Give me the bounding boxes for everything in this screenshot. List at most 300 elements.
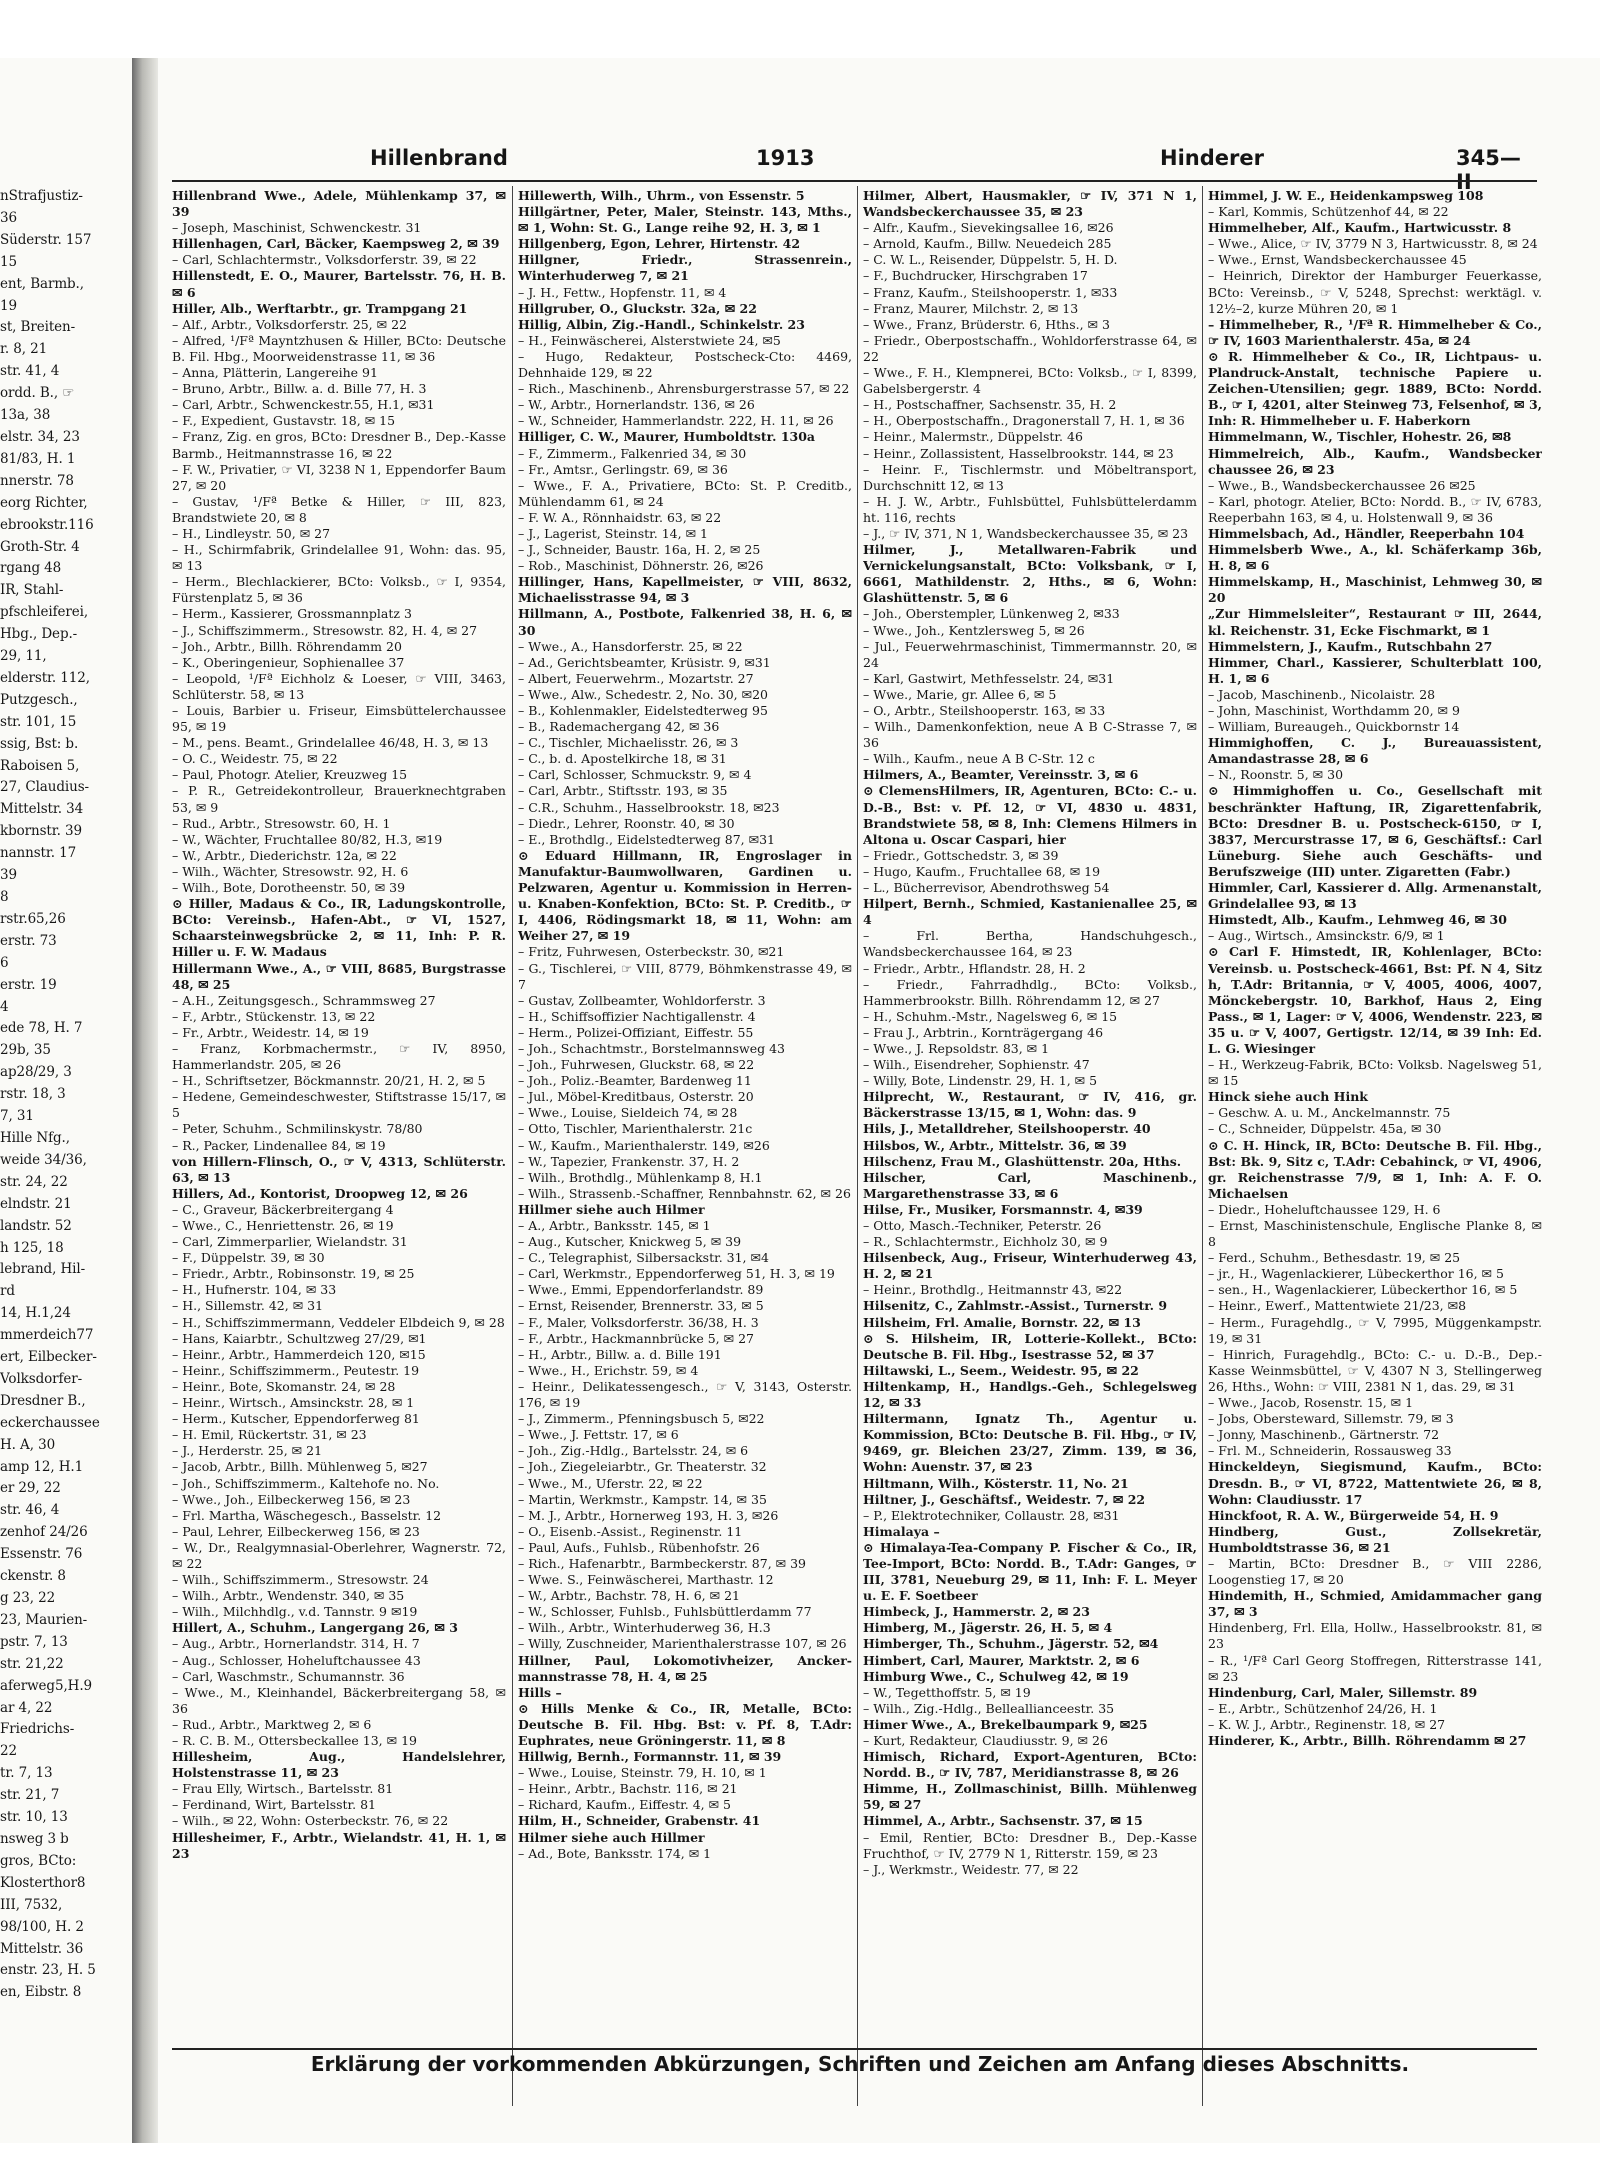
directory-entry: Himmler, Carl, Kassierer d. Allg. Armenanstalt, Grindelallee 93, ✉ 13 — [1208, 880, 1542, 912]
directory-entry: – Wilh., Damenkonfektion, neue A B C-Strasse 7, ✉ 36 — [863, 719, 1197, 751]
directory-entry: – J., ☞ IV, 371, N 1, Wandsbeckerchaussee 35, ✉ 23 — [863, 525, 1189, 541]
directory-entry: – Diedr., Lehrer, Roonstr. 40, ✉ 30 — [518, 815, 735, 831]
directory-entry: – F., Arbtr., Hackmannbrücke 5, ✉ 27 — [518, 1330, 754, 1346]
directory-entry: – Jacob, Arbtr., Billh. Mühlenweg 5, ✉27 — [172, 1459, 428, 1475]
directory-entry: – Carl, Schlosser, Schmuckstr. 9, ✉ 4 — [518, 767, 752, 783]
directory-entry: – Jacob, Maschinenb., Nicolaistr. 28 — [1208, 686, 1436, 702]
directory-entry: – E., Brothdlg., Eidelstedterweg 87, ✉31 — [518, 831, 776, 847]
directory-entry: – Wwe., Ernst, Wandsbeckerchaussee 45 — [1208, 252, 1467, 268]
directory-entry: – Herm., Furagehdlg., ☞ V, 7995, Müggenkampstr. 19, ✉ 31 — [1208, 1314, 1542, 1346]
directory-entry: – Willy, Zuschneider, Marienthalerstrasse 107, ✉ 26 — [518, 1636, 847, 1652]
directory-entry: ⊙ Himalaya-Tea-Company P. Fischer & Co., IR, Tee-Import, BCto: Nordd. B., T.Adr: Ganges, ☞ III, 3781, Neueburg 29, ✉ 11, Inh: F. L. Meyer u. E. F. Soetbeer — [863, 1539, 1197, 1604]
directory-entry: Hillermann Wwe., A., ☞ VIII, 8685, Burgstrasse 48, ✉ 25 — [172, 960, 506, 992]
directory-entry: – Arnold, Kaufm., Billw. Neuedeich 285 — [863, 236, 1112, 252]
facing-page-line: ebrookstr.116 — [0, 516, 94, 533]
directory-entry: – Franz, Zig. en gros, BCto: Dresdner B., Dep.-Kasse Barmb., Heitmannstrasse 16, ✉ 22 — [172, 429, 506, 461]
facing-page-line: ar 4, 22 — [0, 1699, 53, 1716]
directory-entry: – Martin, Werkmstr., Kampstr. 14, ✉ 35 — [518, 1491, 767, 1507]
directory-entry: Hills – — [518, 1684, 562, 1700]
directory-entry: – Frl. Martha, Wäschegesch., Basselstr. 12 — [172, 1507, 442, 1523]
facing-page-line: landstr. 52 — [0, 1217, 72, 1234]
directory-entry: – Paul, Photogr. Atelier, Kreuzweg 15 — [172, 767, 408, 783]
directory-entry: Hiltmann, Wilh., Kösterstr. 11, No. 21 — [863, 1475, 1129, 1491]
directory-entry: Hillers, Ad., Kontorist, Droopweg 12, ✉ 26 — [172, 1185, 468, 1201]
directory-entry: Himburg Wwe., C., Schulweg 42, ✉ 19 — [863, 1668, 1129, 1684]
facing-page-line: Süderstr. 157 — [0, 231, 92, 248]
directory-entry: – Joh., Ziegeleiarbtr., Gr. Theaterstr. 32 — [518, 1459, 767, 1475]
directory-entry: – J., Werkmstr., Weidestr. 77, ✉ 22 — [863, 1861, 1079, 1877]
directory-entry: Hillgner, Friedr., Strassenrein., Winterhuderweg 7, ✉ 21 — [518, 252, 852, 284]
facing-page-line: rstr. 18, 3 — [0, 1086, 66, 1103]
directory-entry: – Carl, Schlachtermstr., Volksdorferstr. 39, ✉ 22 — [172, 252, 477, 268]
directory-entry: – Karl, Kommis, Schützenhof 44, ✉ 22 — [1208, 204, 1449, 220]
facing-page-line: enstr. 23, H. 5 — [0, 1962, 96, 1979]
facing-page-line: ap28/29, 3 — [0, 1064, 72, 1081]
facing-page-line: elderstr. 112, — [0, 669, 90, 686]
directory-entry: – Ad., Gerichtsbeamter, Krüsistr. 9, ✉31 — [518, 654, 771, 670]
directory-entry: – W., Tapezier, Frankenstr. 37, H. 2 — [518, 1153, 740, 1169]
directory-entry: – G., Tischlerei, ☞ VIII, 8779, Böhmkenstrasse 49, ✉ 7 — [518, 960, 852, 992]
directory-entry: – Wwe. S., Feinwäscherei, Marthastr. 12 — [518, 1572, 774, 1588]
directory-entry: Hillgruber, O., Gluckstr. 32a, ✉ 22 — [518, 300, 757, 316]
directory-entry: – W., Arbtr., Hornerlandstr. 136, ✉ 26 — [518, 397, 755, 413]
directory-entry: – Wwe., Joh., Eilbeckerweg 156, ✉ 23 — [172, 1491, 411, 1507]
facing-page-line: erstr. 73 — [0, 932, 57, 949]
facing-page-line: pstr. 7, 13 — [0, 1633, 68, 1650]
directory-entry: – Herm., Blechlackierer, BCto: Volksb., ☞ I, 9354, Fürstenplatz 5, ✉ 36 — [172, 574, 506, 606]
facing-page-line: str. 46, 4 — [0, 1502, 60, 1519]
directory-entry: – F., Arbtr., Stückenstr. 13, ✉ 22 — [172, 1008, 376, 1024]
facing-page-line: nStrafjustiz- — [0, 188, 83, 204]
directory-entry: – Carl, Waschmstr., Schumannstr. 36 — [172, 1668, 405, 1684]
facing-page-line: 39 — [0, 867, 17, 884]
facing-page-line: ckenstr. 8 — [0, 1568, 66, 1585]
facing-page-line: str. 41, 4 — [0, 363, 60, 380]
column-divider — [1202, 186, 1203, 2106]
facing-page-line: 19 — [0, 297, 17, 314]
facing-page-line: rstr.65,26 — [0, 910, 66, 927]
directory-entry: – W., Arbtr., Diederichstr. 12a, ✉ 22 — [172, 847, 397, 863]
directory-entry: – Emil, Rentier, BCto: Dresdner B., Dep.-Kasse Fruchthof, ☞ IV, 2779 N 1, Ritterstr. 159, ✉ 23 — [863, 1829, 1197, 1861]
directory-entry: – Herm., Kassierer, Grossmannplatz 3 — [172, 606, 412, 622]
facing-page-line: Dresdner B., — [0, 1392, 86, 1409]
facing-page-line: str. 24, 22 — [0, 1173, 68, 1190]
directory-entry: – F., Buchdrucker, Hirschgraben 17 — [863, 268, 1088, 284]
facing-page-line: 29, 11, — [0, 648, 47, 665]
directory-entry: Himstedt, Alb., Kaufm., Lehmweg 46, ✉ 30 — [1208, 912, 1507, 928]
footer-rule — [172, 2048, 1537, 2050]
directory-entry: Hindemith, H., Schmied, Amidammacher gang 37, ✉ 3 — [1208, 1588, 1542, 1620]
facing-page-line: 4 — [0, 998, 9, 1015]
directory-entry: – H. J. W., Arbtr., Fuhlsbüttel, Fuhlsbüttelerdamm ht. 116, rechts — [863, 493, 1197, 525]
directory-entry: – Wwe., F. A., Privatiere, BCto: St. P. Creditb., Mühlendamm 61, ✉ 24 — [518, 477, 852, 509]
directory-entry: Himmer, Charl., Kassierer, Schulterblatt 100, H. 1, ✉ 6 — [1208, 654, 1542, 686]
directory-entry: Hiltawski, L., Seem., Weidestr. 95, ✉ 22 — [863, 1362, 1139, 1378]
directory-entry: Hilliger, C. W., Maurer, Humboldtstr. 130a — [518, 429, 816, 445]
directory-entry: – H., Lindleystr. 50, ✉ 27 — [172, 525, 331, 541]
directory-entry: – W., Kaufm., Marienthalerstr. 149, ✉26 — [518, 1137, 770, 1153]
directory-entry: – R. C. B. M., Ottersbeckallee 13, ✉ 19 — [172, 1733, 417, 1748]
directory-entry: – Diedr., Hoheluftchaussee 129, H. 6 — [1208, 1201, 1441, 1217]
directory-entry: – Fr., Amtsr., Gerlingstr. 69, ✉ 36 — [518, 461, 728, 477]
directory-entry: – J., Schneider, Baustr. 16a, H. 2, ✉ 25 — [518, 542, 761, 558]
column-divider — [512, 186, 513, 2106]
directory-entry: Hindenberg, Frl. Ella, Hollw., Hasselbrookstr. 81, ✉ 23 — [1208, 1620, 1542, 1652]
directory-entry: – Wilh., Brothdlg., Mühlenkamp 8, H.1 — [518, 1169, 763, 1185]
directory-entry: – Rud., Arbtr., Marktweg 2, ✉ 6 — [172, 1716, 372, 1732]
directory-entry: – Ad., Bote, Banksstr. 174, ✉ 1 — [518, 1845, 712, 1861]
facing-page-line: h 125, 18 — [0, 1239, 64, 1256]
directory-entry: Hillesheimer, F., Arbtr., Wielandstr. 41, H. 1, ✉ 23 — [172, 1829, 506, 1861]
directory-entry: – Hugo, Kaufm., Fruchtallee 68, ✉ 19 — [863, 863, 1101, 879]
directory-entry: ⊙ ClemensHilmers, IR, Agenturen, BCto: C.- u. D.-B., Bst: v. Pf. 12, ☞ VI, 4830 u. 4831, Brandstwiete 58, ✉ 8, Inh: Clemens Hilmers in Altona u. Oscar Caspari, hier — [863, 783, 1197, 847]
directory-entry: Hillner, Paul, Lokomotivheizer, Anckermannstrasse 78, H. 4, ✉ 25 — [518, 1652, 852, 1684]
directory-entry: – Joseph, Maschinist, Schwenckestr. 31 — [172, 220, 422, 236]
directory-entry: – Fritz, Fuhrwesen, Osterbeckstr. 30, ✉21 — [518, 944, 785, 960]
facing-page-line: nannstr. 17 — [0, 845, 77, 862]
directory-entry: – H., Hufnerstr. 104, ✉ 33 — [172, 1282, 337, 1298]
directory-entry: – Heinr., Arbtr., Bachstr. 116, ✉ 21 — [518, 1781, 738, 1797]
directory-entry: Hilsheim, Frl. Amalie, Bornstr. 22, ✉ 13 — [863, 1314, 1141, 1330]
directory-entry: Hindenburg, Carl, Maler, Sillemstr. 89 — [1208, 1684, 1478, 1700]
directory-entry: – J., Herderstr. 25, ✉ 21 — [172, 1443, 323, 1459]
directory-entry: Hilmers, A., Beamter, Vereinsstr. 3, ✉ 6 — [863, 767, 1139, 783]
directory-entry: – Wilh., Strassenb.-Schaffner, Rennbahnstr. 62, ✉ 26 — [518, 1185, 851, 1201]
directory-entry: – Aug., Schlosser, Hoheluftchaussee 43 — [172, 1652, 421, 1668]
facing-page-line: 22 — [0, 1743, 17, 1760]
directory-entry: – Ferdinand, Wirt, Bartelsstr. 81 — [172, 1797, 376, 1813]
directory-entry: ⊙ Eduard Hillmann, IR, Engroslager in Manufaktur-Baumwollwaren, Gardinen u. Pelzwaren, Agentur u. Kommission in Herren- u. Knaben-Konfektion, BCto: St. P. Creditb., ☞ I, 4406, Rödingsmarkt 18, ✉ 11, Wohn: am Weiher 27, ✉ 19 — [518, 847, 852, 944]
directory-entry: Hillwig, Bernh., Formannstr. 11, ✉ 39 — [518, 1749, 782, 1765]
facing-page-line: 27, Claudius- — [0, 779, 89, 796]
directory-entry: – Gustav, ¹/Fª Betke & Hiller, ☞ III, 823, Brandstwiete 20, ✉ 8 — [172, 493, 506, 525]
directory-entry: Hilsenitz, C., Zahlmstr.-Assist., Turnerstr. 9 — [863, 1298, 1168, 1314]
facing-page-line: er 29, 22 — [0, 1480, 61, 1497]
directory-entry: – O., Eisenb.-Assist., Reginenstr. 11 — [518, 1523, 743, 1539]
directory-entry: – Rud., Arbtr., Stresowstr. 60, H. 1 — [172, 815, 391, 831]
directory-entry: Hilprecht, W., Restaurant, ☞ IV, 416, gr. Bäckerstrasse 13/15, ✉ 1, Wohn: das. 9 — [863, 1089, 1197, 1121]
directory-entry: – Wilh., Kaufm., neue A B C-Str. 12 c — [863, 751, 1095, 767]
directory-entry: – Paul, Aufs., Fuhlsb., Rübenhofstr. 26 — [518, 1539, 760, 1555]
facing-page-line: rd — [0, 1283, 15, 1300]
facing-page-line: ordd. B., ☞ — [0, 385, 75, 402]
facing-page-line: Hille Nfg., — [0, 1129, 70, 1146]
directory-entry: – W., Tegetthoffstr. 5, ✉ 19 — [863, 1684, 1031, 1700]
directory-entry: – W., Arbtr., Bachstr. 78, H. 6, ✉ 21 — [518, 1588, 740, 1604]
directory-entry: – Paul, Lehrer, Eilbeckerweg 156, ✉ 23 — [172, 1523, 420, 1539]
directory-entry: – Carl, Zimmerparlier, Wielandstr. 31 — [172, 1234, 408, 1250]
directory-entry: – Wwe., Jacob, Rosenstr. 15, ✉ 1 — [1208, 1395, 1414, 1411]
directory-entry: – Carl, Werkmstr., Eppendorferweg 51, H. 3, ✉ 19 — [518, 1266, 835, 1282]
directory-entry: – Bruno, Arbtr., Billw. a. d. Bille 77, H. 3 — [172, 381, 427, 397]
directory-entry: Himmelsbach, Ad., Händler, Reeperbahn 104 — [1208, 525, 1525, 541]
directory-entry: – Wwe., Louise, Steinstr. 79, H. 10, ✉ 1 — [518, 1765, 767, 1781]
directory-entry: – L., Bücherrevisor, Abendrothsweg 54 — [863, 880, 1110, 896]
directory-entry: Himmelstern, J., Kaufm., Rutschbahn 27 — [1208, 638, 1493, 654]
directory-entry: „Zur Himmelsleiter“, Restaurant ☞ III, 2644, kl. Reichenstr. 31, Ecke Fischmarkt, ✉ 1 — [1208, 606, 1542, 638]
directory-entry: – C.R., Schuhm., Hasselbrookstr. 18, ✉23 — [518, 799, 780, 815]
directory-entry: – H., Feinwäscherei, Alsterstwiete 24, ✉5 — [518, 332, 781, 348]
directory-entry: – Heinr., Delikatessengesch., ☞ V, 3143, Osterstr. 176, ✉ 19 — [518, 1378, 852, 1411]
directory-entry: – Wwe., Louise, Sieldeich 74, ✉ 28 — [518, 1105, 738, 1121]
directory-entry: ⊙ Hills Menke & Co., IR, Metalle, BCto: Deutsche B. Fil. Hbg. Bst: v. Pf. 8, T.Adr: Euphrates, neue Gröningerstr. 11, ✉ 8 — [518, 1700, 852, 1748]
facing-page-line: 23, Maurien- — [0, 1611, 88, 1628]
facing-page-line: Friedrichs- — [0, 1721, 75, 1738]
directory-entry: – Frau Elly, Wirtsch., Bartelsstr. 81 — [172, 1781, 394, 1797]
directory-entry: – P., Elektrotechniker, Collaustr. 28, ✉31 — [863, 1507, 1120, 1523]
facing-page-line: Mittelstr. 34 — [0, 801, 84, 818]
directory-entry: Himmel, A., Arbtr., Sachsenstr. 37, ✉ 15 — [863, 1813, 1143, 1829]
directory-entry: – Herm., Kutscher, Eppendorferweg 81 — [172, 1411, 420, 1427]
facing-page-line: en, Eibstr. 8 — [0, 1984, 82, 2001]
directory-entry: ⊙ Hiller, Madaus & Co., IR, Ladungskontrolle, BCto: Vereinsb., Hafen-Abt., ☞ VI, 1527, Schaarsteinwegsbrücke 2, ✉ 11, Inh: P. R. Hiller u. F. W. Madaus — [172, 896, 506, 960]
facing-page-line: weide 34/36, — [0, 1151, 87, 1168]
directory-entry: – Wwe., Marie, gr. Allee 6, ✉ 5 — [863, 686, 1057, 702]
facing-page-line: ert, Eilbecker- — [0, 1349, 97, 1366]
directory-entry: – P. R., Getreidekontrolleur, Brauerknechtgraben 53, ✉ 9 — [172, 783, 506, 815]
directory-entry: – R., ¹/Fª Carl Georg Stoffregen, Ritterstrasse 141, ✉ 23 — [1208, 1652, 1542, 1684]
directory-entry: – Wwe., J. Repsoldstr. 83, ✉ 1 — [863, 1040, 1050, 1056]
directory-entry: – Richard, Kaufm., Eiffestr. 4, ✉ 5 — [518, 1797, 731, 1813]
directory-entry: – M., pens. Beamt., Grindelallee 46/48, H. 3, ✉ 13 — [172, 735, 489, 751]
facing-page-line: 29b, 35 — [0, 1042, 51, 1059]
directory-entry: ⊙ S. Hilsheim, IR, Lotterie-Kollekt., BCto: Deutsche B. Fil. Hbg., Isestrasse 52, ✉ 37 — [863, 1330, 1197, 1362]
directory-entry: – C., Schneider, Düppelstr. 45a, ✉ 30 — [1208, 1121, 1442, 1137]
facing-page-line: r. 8, 21 — [0, 341, 48, 358]
directory-entry: Himmelmann, W., Tischler, Hohestr. 26, ✉8 — [1208, 429, 1512, 445]
directory-entry: – W., Dr., Realgymnasial-Oberlehrer, Wagnerstr. 72, ✉ 22 — [172, 1539, 506, 1571]
directory-entry: – Heinr., Schiffszimmerm., Peutestr. 19 — [172, 1362, 420, 1378]
directory-entry: – W., Wächter, Fruchtallee 80/82, H.3, ✉19 — [172, 831, 443, 847]
directory-entry: – Frau J., Arbtrin., Kornträgergang 46 — [863, 1024, 1104, 1040]
page-header — [160, 146, 1535, 194]
facing-page-line: 98/100, H. 2 — [0, 1918, 84, 1935]
directory-entry: – Wwe., B., Wandsbeckerchaussee 26 ✉25 — [1208, 477, 1476, 493]
directory-entry: – Kurt, Redakteur, Claudiusstr. 9, ✉ 26 — [863, 1733, 1108, 1748]
facing-page-line: 8 — [0, 889, 9, 905]
directory-entry: – N., Roonstr. 5, ✉ 30 — [1208, 767, 1344, 783]
column-1 — [172, 188, 506, 2103]
directory-entry: ⊙ Himmighoffen u. Co., Gesellschaft mit beschränkter Haftung, IR, Zigarettenfabrik, BCto: Dresdner B. u. Postscheck-6150, ☞ I, 3837, Mercurstrasse 17, ✉ 6, Geschäftsf.: Carl Lüneburg. Siehe auch Geschäfts- und Berufszweige (III) unter. Zigaretten (Fabr.) — [1208, 783, 1542, 879]
directory-entry: – J. H., Fettw., Hopfenstr. 11, ✉ 4 — [518, 284, 727, 300]
directory-entry: – H. Emil, Rückertstr. 31, ✉ 23 — [172, 1427, 367, 1443]
directory-entry: – Alf., Arbtr., Volksdorferstr. 25, ✉ 22 — [172, 316, 407, 332]
header-last-name: Hinderer — [1160, 146, 1264, 170]
directory-entry: – Joh., Arbtr., Billh. Röhrendamm 20 — [172, 638, 402, 654]
directory-entry: – C., b. d. Apostelkirche 18, ✉ 31 — [518, 751, 727, 767]
directory-entry: – H., Schiffsoffizier Nachtigallenstr. 4 — [518, 1008, 756, 1024]
directory-entry: Hillgärtner, Peter, Maler, Steinstr. 143, Mths., ✉ 1, Wohn: St. G., Lange reihe 92, H. 3, ✉ 1 — [518, 204, 852, 236]
directory-entry: – Ferd., Schuhm., Bethesdastr. 19, ✉ 25 — [1208, 1250, 1461, 1266]
directory-entry: Hillinger, Hans, Kapellmeister, ☞ VIII, 8632, Michaelisstrasse 94, ✉ 3 — [518, 574, 852, 606]
facing-page-line: 15 — [0, 253, 17, 270]
facing-page-line: Klosterthor8 — [0, 1874, 86, 1891]
directory-entry: Hiller, Alb., Werftarbtr., gr. Trampgang 21 — [172, 300, 468, 316]
header-year: 1913 — [756, 146, 815, 170]
facing-page-line: elstr. 34, 23 — [0, 428, 80, 445]
directory-entry: – Wwe., Franz, Brüderstr. 6, Hths., ✉ 3 — [863, 316, 1110, 332]
directory-entry: – F. W., Privatier, ☞ VI, 3238 N 1, Eppendorfer Baum 27, ✉ 20 — [172, 461, 506, 493]
directory-entry: – Aug., Wirtsch., Amsinckstr. 6/9, ✉ 1 — [1208, 928, 1445, 944]
directory-entry: – F., Maler, Volksdorferstr. 36/38, H. 3 — [518, 1314, 759, 1330]
directory-entry: – Wwe., F. H., Klempnerei, BCto: Volksb., ☞ I, 8399, Gabelsbergerstr. 4 — [863, 365, 1197, 397]
directory-entry: Himmelsberb Wwe., A., kl. Schäferkamp 36b, H. 8, ✉ 6 — [1208, 542, 1542, 574]
directory-entry: Hillmann, A., Postbote, Falkenried 38, H. 6, ✉ 30 — [518, 606, 852, 638]
directory-entry: – F., Zimmerm., Falkenried 34, ✉ 30 — [518, 445, 747, 461]
directory-entry: ⊙ C. H. Hinck, IR, BCto: Deutsche B. Fil. Hbg., Bst: Bk. 9, Sitz c, T.Adr: Cebahinck, ☞ VI, 4906, gr. Reichenstrasse 7/9, ✉ 1, Inh: A. F. O. Michaelsen — [1208, 1137, 1542, 1201]
directory-entry: – Friedr., Fahrradhdlg., BCto: Volksb., Hammerbrookstr. Billh. Röhrendamm 12, ✉ 27 — [863, 976, 1197, 1008]
directory-entry: – F. W. A., Rönnhaidstr. 63, ✉ 22 — [518, 509, 722, 525]
directory-entry: – C., Telegraphist, Silbersackstr. 31, ✉4 — [518, 1250, 769, 1266]
directory-entry: – Joh., Oberstempler, Lünkenweg 2, ✉33 — [863, 606, 1120, 622]
directory-entry: Hillenbrand Wwe., Adele, Mühlenkamp 37, ✉ 39 — [172, 188, 506, 220]
facing-page-line: gros, BCto: — [0, 1852, 77, 1869]
facing-page-line: 81/83, H. 1 — [0, 450, 76, 467]
directory-entry: – H., Oberpostschaffn., Dragonerstall 7, H. 1, ✉ 36 — [863, 413, 1185, 429]
directory-entry: – F., Expedient, Gustavstr. 18, ✉ 15 — [172, 413, 396, 429]
facing-page-line: nnerstr. 78 — [0, 472, 74, 489]
directory-entry: – Hedene, Gemeindeschwester, Stiftstrasse 15/17, ✉ 5 — [172, 1089, 506, 1121]
facing-page-line: st, Breiten- — [0, 319, 76, 336]
directory-entry: Hiltner, J., Geschäftsf., Weidestr. 7, ✉ 22 — [863, 1491, 1146, 1507]
directory-entry: – Friedr., Oberpostschaffn., Wohldorferstrasse 64, ✉ 22 — [863, 332, 1197, 364]
facing-page-line: eorg Richter, — [0, 494, 88, 511]
directory-entry: – Otto, Tischler, Marienthalerstr. 21c — [518, 1121, 753, 1137]
directory-entry: – John, Maschinist, Worthdamm 20, ✉ 9 — [1208, 703, 1460, 718]
directory-page — [160, 58, 1600, 2143]
directory-entry: – C., Tischler, Michaelisstr. 26, ✉ 3 — [518, 735, 739, 751]
facing-page-line: nsweg 3 b — [0, 1830, 69, 1847]
directory-entry: – Friedr., Arbtr., Hflandstr. 28, H. 2 — [863, 960, 1086, 976]
directory-entry: Himbeck, J., Hammerstr. 2, ✉ 23 — [863, 1604, 1090, 1620]
directory-entry: – Wilh., Bote, Dorotheenstr. 50, ✉ 39 — [172, 880, 406, 896]
directory-entry: Himisch, Richard, Export-Agenturen, BCto: Nordd. B., ☞ IV, 787, Meridianstrasse 8, ✉ 26 — [863, 1749, 1197, 1781]
facing-page-line: Essenstr. 76 — [0, 1546, 83, 1563]
directory-entry: – Joh., Schiffszimmerm., Kaltehofe no. No. — [172, 1475, 440, 1491]
directory-entry: Himmighoffen, C. J., Bureauassistent, Amandastrasse 28, ✉ 6 — [1208, 735, 1542, 767]
directory-entry: – H., Postschaffner, Sachsenstr. 35, H. 2 — [863, 397, 1117, 413]
directory-entry: Hilschenz, Frau M., Glashüttenstr. 20a, Hths. — [863, 1153, 1182, 1169]
directory-entry: von Hillern-Flinsch, O., ☞ V, 4313, Schlüterstr. 63, ✉ 13 — [172, 1153, 506, 1185]
directory-entry: – B., Rademachergang 42, ✉ 36 — [518, 719, 720, 735]
directory-entry: – Friedr., Gottschedstr. 3, ✉ 39 — [863, 847, 1059, 863]
directory-entry: – Wwe., A., Hansdorferstr. 25, ✉ 22 — [518, 638, 743, 654]
directory-entry: – Franz, Korbmachermstr., ☞ IV, 8950, Hammerlandstr. 205, ✉ 26 — [172, 1040, 506, 1073]
directory-entry: – A.H., Zeitungsgesch., Schrammsweg 27 — [172, 992, 436, 1008]
facing-page-line: kbornstr. 39 — [0, 823, 82, 840]
directory-entry: – Hugo, Redakteur, Postscheck-Cto: 4469, Dehnhaide 129, ✉ 22 — [518, 348, 852, 381]
directory-entry: – Heinrich, Direktor der Hamburger Feuerkasse, BCto: Vereinsb., ☞ V, 5248, Sprechst: werktägl. v. 12½–2, kurze Mühren 20, ✉ 1 — [1208, 268, 1542, 316]
directory-entry: – Wwe., J. Fettstr. 17, ✉ 6 — [518, 1427, 679, 1443]
facing-page-line: ede 78, H. 7 — [0, 1020, 83, 1037]
directory-entry: – Joh., Schachtmstr., Borstelmannsweg 43 — [518, 1040, 786, 1056]
directory-entry: Hilpert, Bernh., Schmied, Kastanienallee 25, ✉ 4 — [863, 896, 1197, 928]
directory-entry: Hillig, Albin, Zig.-Handl., Schinkelstr. 23 — [518, 316, 805, 332]
directory-entry: – Aug., Kutscher, Knickweg 5, ✉ 39 — [518, 1234, 742, 1250]
directory-entry: Hillmer siehe auch Hilmer — [518, 1201, 705, 1217]
directory-entry: – Hans, Kaiarbtr., Schultzweg 27/29, ✉1 — [172, 1330, 427, 1346]
directory-entry: – Rob., Maschinist, Döhnerstr. 26, ✉26 — [518, 558, 764, 574]
directory-entry: Himme, H., Zollmaschinist, Billh. Mühlenweg 59, ✉ 27 — [863, 1781, 1197, 1813]
directory-entry: Hilmer, Albert, Hausmakler, ☞ IV, 371 N 1, Wandsbeckerchaussee 35, ✉ 23 — [863, 188, 1197, 220]
facing-page-line: 7, 31 — [0, 1108, 34, 1125]
directory-entry: – Alfr., Kaufm., Sievekingsallee 16, ✉26 — [863, 220, 1114, 236]
directory-entry: – Friedr., Arbtr., Robinsonstr. 19, ✉ 25 — [172, 1266, 415, 1282]
directory-entry: ⊙ Carl F. Himstedt, IR, Kohlenlager, BCto: Vereinsb. u. Postscheck-4661, Bst: Pf. N 4, Sitz h, T.Adr: Britannia, ☞ V, 4005, 4006, 4007, Mönckebergstr. 10, Barkhof, Haus 2, Eing Pass., ✉ 1, Lager: ☞ V, 4006, Wendenstr. 223, ✉ 35 u. ☞ V, 4007, Gertigstr. 12/14, ✉ 39 Inh: Ed. L. G. Wiesinger — [1208, 944, 1542, 1056]
directory-entry: Hiltermann, Ignatz Th., Agentur u. Kommission, BCto: Deutsche B. Fil. Hbg., ☞ IV, 9469, gr. Bleichen 23/27, Zimm. 139, ✉ 36, Wohn: Auenstr. 37, ✉ 23 — [863, 1411, 1197, 1475]
directory-entry: – Wilh., Arbtr., Wendenstr. 340, ✉ 35 — [172, 1588, 405, 1604]
directory-entry: – W., Schneider, Hammerlandstr. 222, H. 11, ✉ 26 — [518, 413, 834, 429]
facing-page-line: amp 12, H.1 — [0, 1458, 84, 1475]
directory-entry: – Peter, Schuhm., Schmilinskystr. 78/80 — [172, 1121, 423, 1137]
directory-entry: Hillenhagen, Carl, Bäcker, Kaempsweg 2, ✉ 39 — [172, 236, 500, 252]
directory-entry: Himer Wwe., A., Brekelbaumpark 9, ✉25 — [863, 1716, 1148, 1732]
directory-entry: – Wwe., C., Henriettenstr. 26, ✉ 19 — [172, 1218, 394, 1233]
directory-entry: – Joh., Fuhrwesen, Gluckstr. 68, ✉ 22 — [518, 1057, 755, 1073]
facing-page-line: 13a, 38 — [0, 407, 51, 424]
facing-page-line: str. 101, 15 — [0, 713, 77, 730]
directory-entry: – Otto, Masch.-Techniker, Peterstr. 26 — [863, 1218, 1102, 1233]
facing-page-line: mmerdeich77 — [0, 1327, 94, 1344]
directory-entry: – Ernst, Maschinistenschule, Englische Planke 8, ✉ 8 — [1208, 1218, 1542, 1250]
facing-page-line: ent, Barmb., — [0, 275, 84, 292]
directory-entry: – Rich., Hafenarbtr., Barmbeckerstr. 87, ✉ 39 — [518, 1555, 807, 1571]
directory-entry: Hilmer, J., Metallwaren-Fabrik und Vernickelungsanstalt, BCto: Volksbank, ☞ I, 6661, Mathildenstr. 2, Hths., ✉ 6, Wohn: Glashüttenstr. 5, ✉ 6 — [863, 542, 1197, 606]
page-number: 345—II — [1456, 146, 1521, 194]
directory-entry: – Heinr., Malermstr., Düppelstr. 46 — [863, 429, 1083, 445]
directory-entry: – R., Packer, Lindenallee 84, ✉ 19 — [172, 1137, 386, 1153]
facing-page-line: tr. 7, 13 — [0, 1765, 53, 1782]
directory-entry: Himmelskamp, H., Maschinist, Lehmweg 30, ✉ 20 — [1208, 574, 1542, 606]
facing-page-line: 6 — [0, 954, 9, 971]
directory-entry: – Aug., Arbtr., Hornerlandstr. 314, H. 7 — [172, 1636, 420, 1652]
directory-entry: – Willy, Bote, Lindenstr. 29, H. 1, ✉ 5 — [863, 1073, 1098, 1089]
facing-page-line: pfschleiferei, — [0, 604, 89, 621]
directory-entry: – Gustav, Zollbeamter, Wohldorferstr. 3 — [518, 992, 766, 1008]
facing-page-line: Groth-Str. 4 — [0, 538, 80, 555]
directory-entry: – Wwe., M., Uferstr. 22, ✉ 22 — [518, 1475, 703, 1491]
directory-entry: – Joh., Poliz.-Beamter, Bardenweg 11 — [518, 1073, 752, 1089]
directory-entry: – Rich., Maschinenb., Ahrensburgerstrasse 57, ✉ 22 — [518, 381, 850, 397]
column-2 — [518, 188, 852, 2103]
directory-entry: Hiltenkamp, H., Handlgs.-Geh., Schlegelsweg 12, ✉ 33 — [863, 1378, 1197, 1411]
directory-entry: – Carl, Arbtr., Schwenckestr.55, H.1, ✉31 — [172, 397, 435, 413]
directory-entry: – Heinr., Ewerf., Mattentwiete 21/23, ✉8 — [1208, 1298, 1467, 1314]
facing-page-line: lebrand, Hil- — [0, 1261, 86, 1278]
directory-entry: – Heinr. F., Tischlermstr. und Möbeltransport, Durchschnitt 12, ✉ 13 — [863, 461, 1197, 493]
directory-entry: – Anna, Plätterin, Langereihe 91 — [172, 365, 378, 381]
facing-page-line: zenhof 24/26 — [0, 1524, 88, 1541]
directory-entry: Himbert, Carl, Maurer, Marktstr. 2, ✉ 6 — [863, 1652, 1140, 1668]
directory-entry: Hilmer siehe auch Hillmer — [518, 1829, 705, 1845]
directory-entry: – Jul., Feuerwehrmaschinist, Timmermannstr. 20, ✉ 24 — [863, 638, 1197, 670]
directory-entry: – M. J., Arbtr., Hornerweg 193, H. 3, ✉26 — [518, 1507, 779, 1523]
directory-entry: – Jul., Möbel-Kreditbaus, Osterstr. 20 — [518, 1089, 754, 1105]
facing-page-line: g 23, 22 — [0, 1590, 56, 1606]
facing-page-line: 36 — [0, 209, 17, 226]
directory-entry: – Wilh., ✉ 22, Wohn: Osterbeckstr. 76, ✉ 22 — [172, 1813, 449, 1829]
directory-entry: – Franz, Kaufm., Steilshooperstr. 1, ✉33 — [863, 284, 1118, 300]
directory-entry: – Wilh., Wächter, Stresowstr. 92, H. 6 — [172, 863, 409, 879]
directory-entry: Himberger, Th., Schuhm., Jägerstr. 52, ✉4 — [863, 1636, 1159, 1652]
directory-entry: – Wilh., Arbtr., Winterhuderweg 36, H.3 — [518, 1620, 771, 1636]
directory-entry: – Karl, photogr. Atelier, BCto: Nordd. B., ☞ IV, 6783, Reeperbahn 163, ✉ 4, u. Holstenwall 9, ✉ 36 — [1208, 493, 1542, 525]
directory-entry: – William, Bureaugeh., Quickbornstr 14 — [1208, 719, 1460, 735]
directory-entry: Himmelheber, Alf., Kaufm., Hartwicusstr. 8 — [1208, 220, 1512, 236]
directory-entry: Hinderer, K., Arbtr., Billh. Röhrendamm ✉ 27 — [1208, 1733, 1527, 1748]
directory-entry: – O. C., Weidestr. 75, ✉ 22 — [172, 751, 338, 767]
column-divider — [857, 186, 858, 2106]
